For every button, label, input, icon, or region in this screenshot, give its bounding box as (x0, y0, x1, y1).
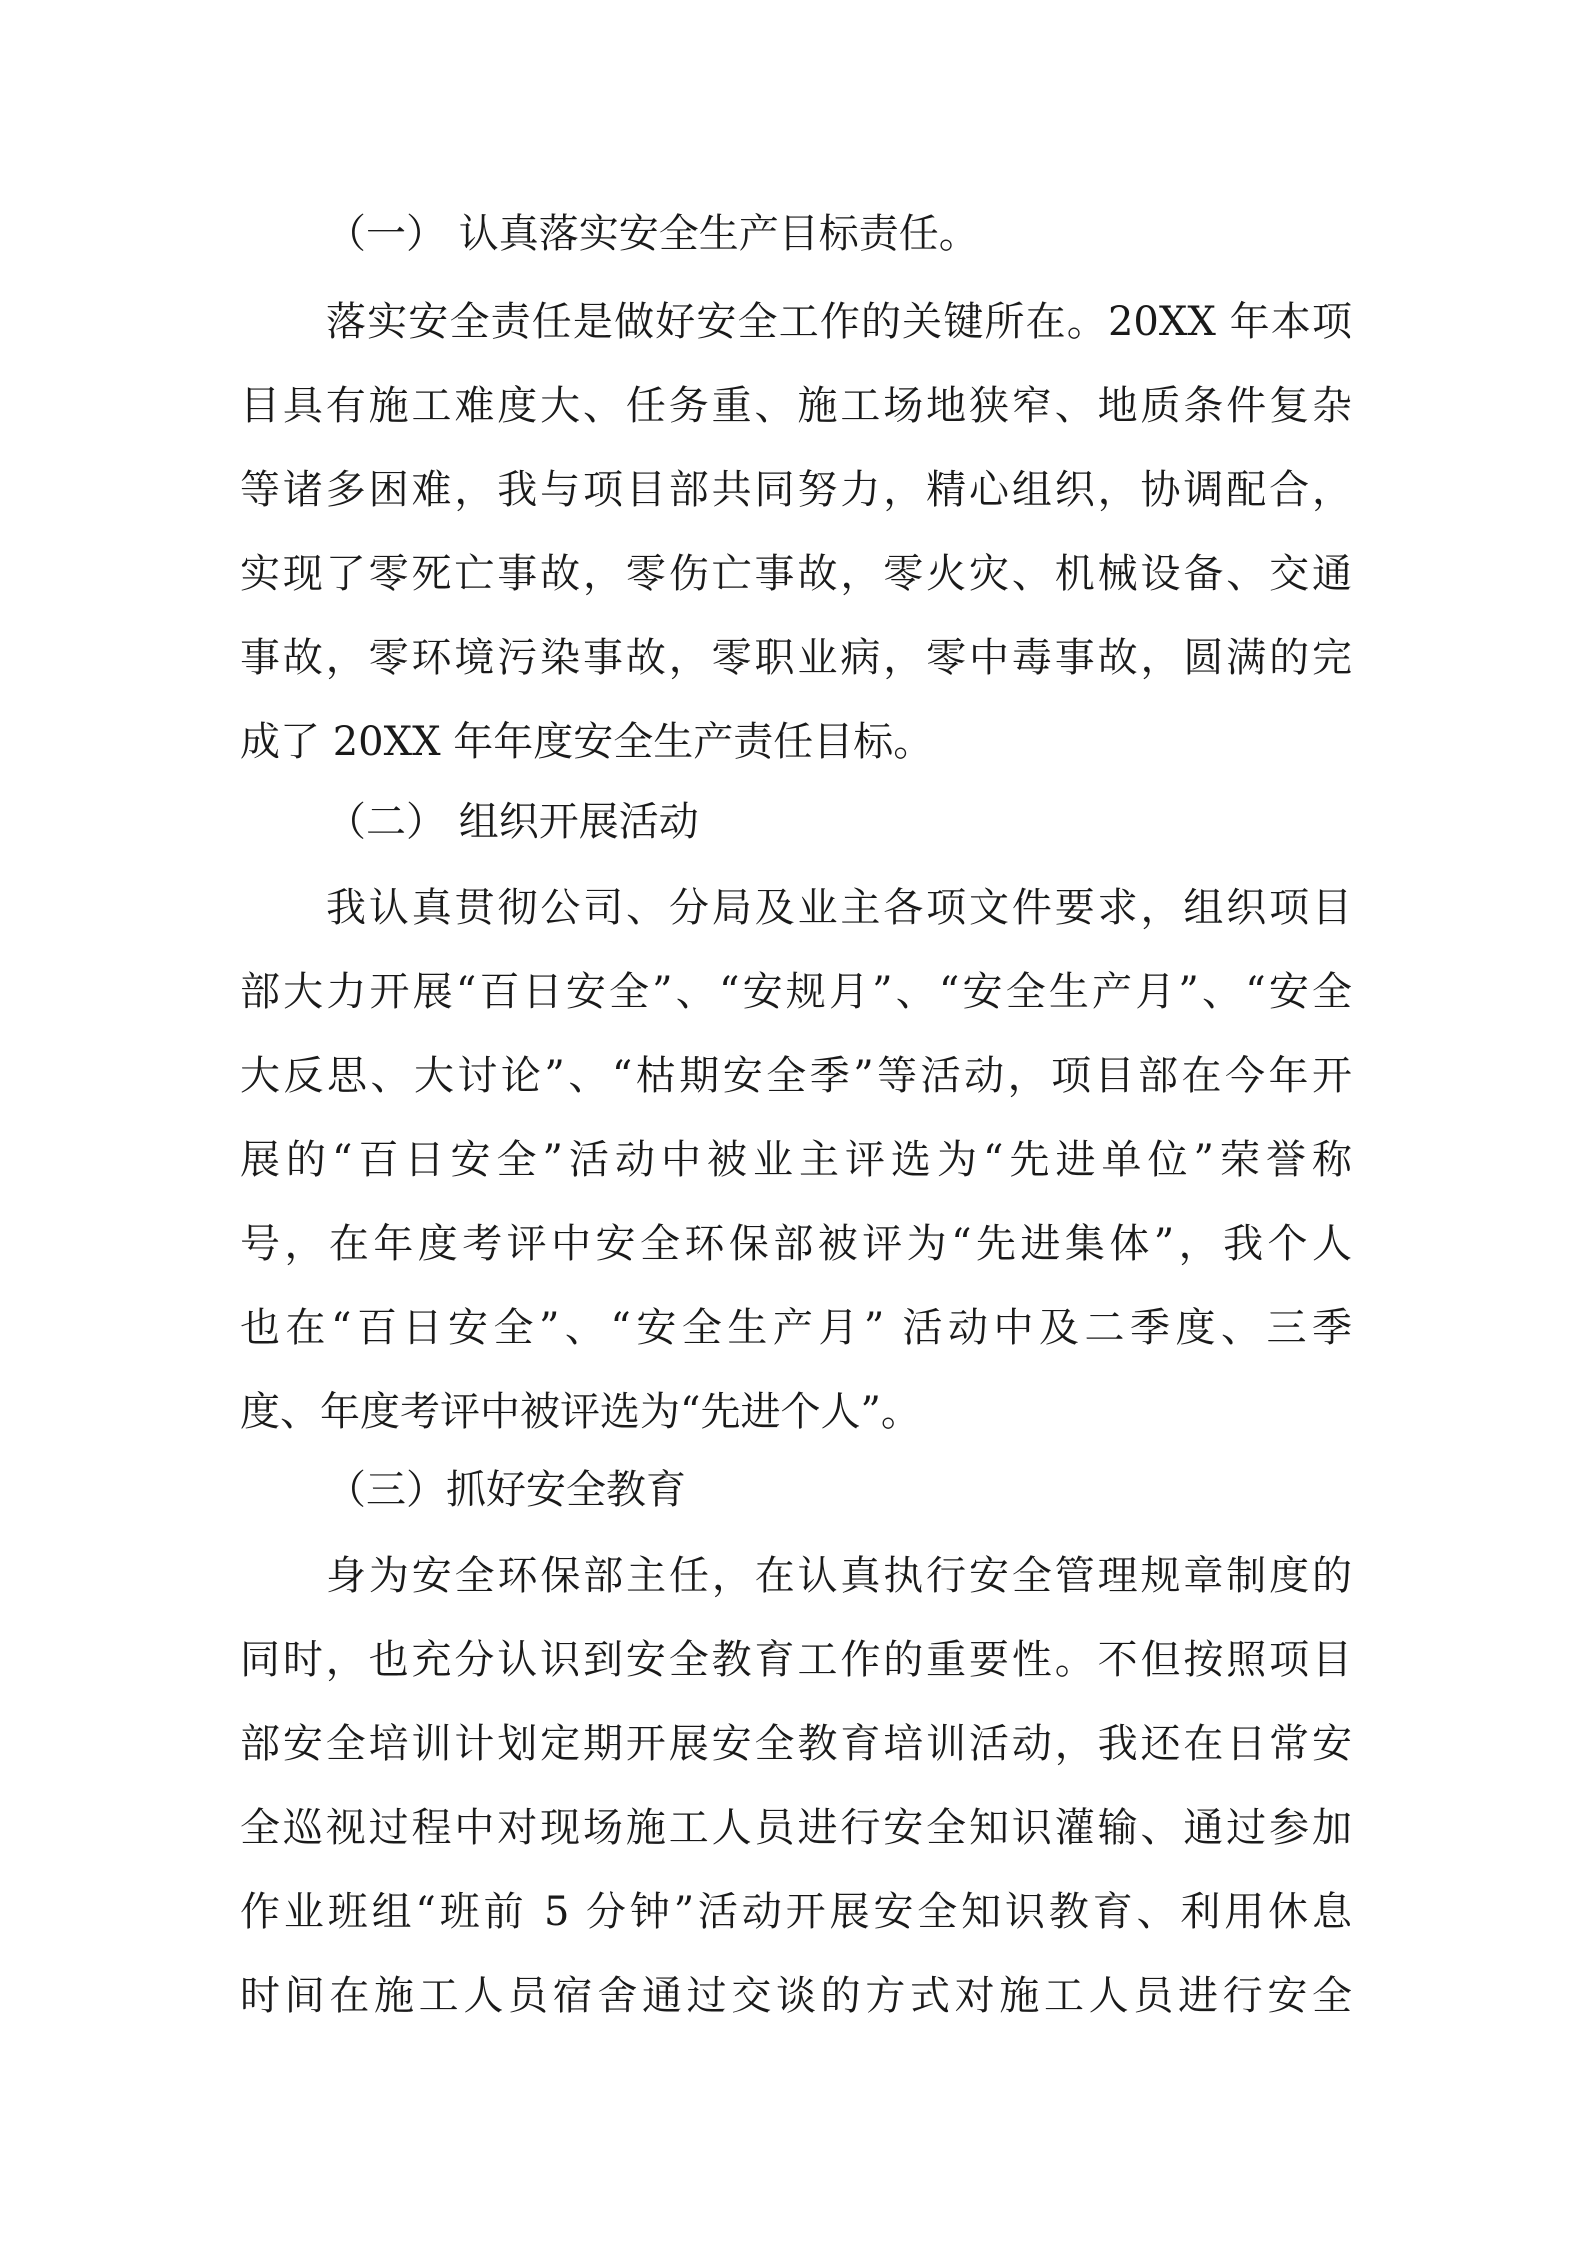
paragraph-line: 实现了零死亡事故，零伤亡事故，零火灾、机械设备、交通 (240, 551, 1352, 597)
paragraph-line: 度、年度考评中被评选为“先进个人”。 (240, 1389, 921, 1435)
paragraph-line: 部大力开展“百日安全”、“安规月”、“安全生产月”、“安全 (240, 969, 1352, 1015)
section-heading-3: （三）抓好安全教育 (326, 1467, 686, 1513)
paragraph-line: 落实安全责任是做好安全工作的关键所在。20XX 年本项 (326, 299, 1352, 345)
paragraph-line: 目具有施工难度大、任务重、施工场地狭窄、地质条件复杂 (240, 383, 1352, 429)
paragraph-line: 也在“百日安全”、“安全生产月” 活动中及二季度、三季 (240, 1305, 1352, 1351)
paragraph-line: 作业班组“班前 5 分钟”活动开展安全知识教育、利用休息 (240, 1889, 1352, 1935)
paragraph-line: 全巡视过程中对现场施工人员进行安全知识灌输、通过参加 (240, 1805, 1352, 1851)
section-heading-1: （一） 认真落实安全生产目标责任。 (326, 211, 979, 257)
paragraph-line: 事故，零环境污染事故，零职业病，零中毒事故，圆满的完 (240, 635, 1352, 681)
paragraph-line: 时间在施工人员宿舍通过交谈的方式对施工人员进行安全 (240, 1973, 1352, 2019)
paragraph-line: 成了 20XX 年年度安全生产责任目标。 (240, 719, 934, 765)
paragraph-line: 我认真贯彻公司、分局及业主各项文件要求，组织项目 (326, 885, 1352, 931)
paragraph-line: 身为安全环保部主任，在认真执行安全管理规章制度的 (326, 1553, 1352, 1599)
paragraph-line: 等诸多困难，我与项目部共同努力，精心组织，协调配合， (240, 467, 1352, 513)
paragraph-line: 同时，也充分认识到安全教育工作的重要性。不但按照项目 (240, 1637, 1352, 1683)
paragraph-line: 大反思、大讨论”、“枯期安全季”等活动，项目部在今年开 (240, 1053, 1352, 1099)
section-heading-2: （二） 组织开展活动 (326, 799, 699, 845)
paragraph-line: 部安全培训计划定期开展安全教育培训活动，我还在日常安 (240, 1721, 1352, 1767)
paragraph-line: 号，在年度考评中安全环保部被评为“先进集体”，我个人 (240, 1221, 1352, 1267)
paragraph-line: 展的“百日安全”活动中被业主评选为“先进单位”荣誉称 (240, 1137, 1352, 1183)
